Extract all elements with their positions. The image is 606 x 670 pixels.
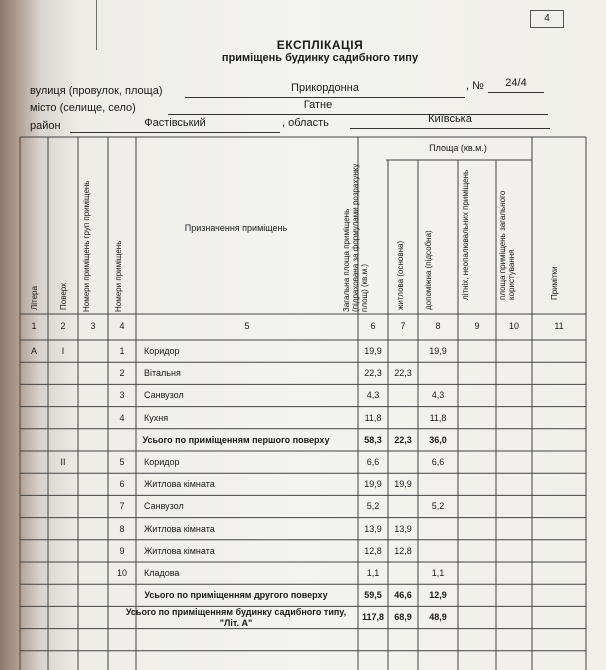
- row-room-name: Санвузол: [144, 501, 184, 512]
- row-room-number: 7: [119, 501, 125, 512]
- row-room-number: 1: [119, 346, 125, 356]
- row-room-number: 3: [119, 390, 125, 401]
- number-value: 24/4: [505, 77, 527, 89]
- header-floor: Поверх: [59, 282, 68, 310]
- row-total: 19,9: [364, 346, 382, 356]
- row-litera: А: [30, 346, 37, 356]
- row-room-number: 10: [116, 568, 127, 578]
- header-common: площа приміщень загального користування: [498, 190, 516, 300]
- column-number-1: 1: [31, 321, 37, 331]
- header-room-numbers: Номери приміщень: [114, 240, 123, 312]
- summary-label: Усього по приміщенням будинку садибного типу, "Літ. А": [125, 607, 347, 629]
- row-room-name: Кухня: [144, 412, 169, 423]
- header-area: Площа (кв.м.): [429, 143, 487, 153]
- row-aux: 11,8: [429, 412, 447, 423]
- header-notes: Примітки: [550, 266, 559, 300]
- column-number-10: 10: [508, 321, 519, 331]
- row-total: 22,3: [364, 368, 382, 379]
- summary-label: Усього по приміщенням першого поверху: [142, 434, 330, 445]
- summary-aux: 48,9: [429, 612, 447, 623]
- street-value: Прикордонна: [291, 82, 359, 94]
- district-value: Фастівський: [144, 117, 206, 129]
- row-room-number: 6: [119, 479, 125, 490]
- row-floor: І: [61, 346, 65, 356]
- summary-aux: 36,0: [429, 434, 447, 445]
- header-litera: Літера: [30, 286, 39, 310]
- document-subtitle: приміщень будинку садибного типу: [221, 52, 419, 64]
- city-value: Гатне: [303, 99, 333, 111]
- column-number-11: 11: [554, 321, 564, 331]
- row-room-number: 9: [119, 545, 125, 556]
- header-purpose: Призначення приміщень: [184, 223, 288, 233]
- row-aux: 4,3: [431, 390, 445, 401]
- row-room-number: 2: [119, 368, 125, 379]
- row-room-name: Житлова кімната: [144, 479, 215, 490]
- header-living: житлова (основна): [396, 240, 405, 310]
- row-total: 13,9: [364, 523, 382, 534]
- row-total: 12,8: [364, 545, 382, 556]
- column-number-5: 5: [244, 321, 250, 331]
- row-room-name: Кладова: [144, 568, 180, 578]
- page-number: 4: [530, 10, 564, 28]
- region-value: Київська: [428, 113, 472, 125]
- row-floor: ІІ: [60, 457, 66, 467]
- row-total: 11,8: [364, 412, 382, 423]
- header-total-area: Загальна площа приміщень (підрахована за формулами розрахунку площ) (кв.м.): [342, 163, 369, 312]
- row-living: 12,8: [394, 545, 412, 556]
- summary-total: 59,5: [364, 590, 382, 601]
- row-room-number: 4: [119, 412, 125, 423]
- row-total: 1,1: [366, 568, 380, 578]
- street-label: вулиця (провулок, площа): [30, 85, 163, 97]
- column-number-6: 6: [370, 321, 376, 331]
- document-title: ЕКСПЛІКАЦІЯ: [276, 38, 364, 52]
- city-label: місто (селище, село): [30, 102, 136, 114]
- summary-living: 68,9: [394, 612, 412, 623]
- row-room-name: Житлова кімната: [144, 523, 215, 534]
- summary-total: 117,8: [361, 612, 385, 623]
- row-aux: 6,6: [431, 457, 445, 467]
- region-label: , область: [282, 117, 329, 129]
- row-total: 5,2: [366, 501, 380, 512]
- row-room-number: 8: [119, 523, 125, 534]
- row-total: 19,9: [364, 479, 382, 490]
- column-number-8: 8: [435, 321, 441, 331]
- row-room-number: 5: [119, 457, 125, 467]
- header-summer: літніх, неопалювальних приміщень: [461, 169, 470, 300]
- column-number-2: 2: [60, 321, 66, 331]
- summary-living: 22,3: [394, 434, 412, 445]
- summary-label: Усього по приміщенням другого поверху: [144, 590, 328, 601]
- district-label: район: [30, 120, 61, 132]
- row-room-name: Житлова кімната: [144, 545, 215, 556]
- row-living: 13,9: [394, 523, 412, 534]
- row-room-name: Коридор: [144, 457, 180, 467]
- column-number-7: 7: [400, 321, 406, 331]
- row-room-name: Вітальня: [144, 368, 181, 379]
- header-group-numbers: Номери приміщень груп приміщень: [82, 180, 91, 312]
- row-living: 19,9: [394, 479, 412, 490]
- summary-aux: 12,9: [429, 590, 447, 601]
- row-living: 22,3: [394, 368, 412, 379]
- row-total: 4,3: [366, 390, 380, 401]
- summary-total: 58,3: [364, 434, 382, 445]
- header-auxiliary: допоміжна (підсобна): [424, 230, 433, 310]
- summary-living: 46,6: [394, 590, 412, 601]
- row-room-name: Коридор: [144, 346, 180, 356]
- column-number-3: 3: [90, 321, 96, 331]
- number-label: , №: [466, 80, 484, 92]
- row-room-name: Санвузол: [144, 390, 184, 401]
- row-aux: 1,1: [431, 568, 445, 578]
- row-aux: 19,9: [429, 346, 447, 356]
- row-total: 6,6: [366, 457, 380, 467]
- column-number-4: 4: [119, 321, 125, 331]
- column-number-9: 9: [474, 321, 480, 331]
- row-aux: 5,2: [431, 501, 445, 512]
